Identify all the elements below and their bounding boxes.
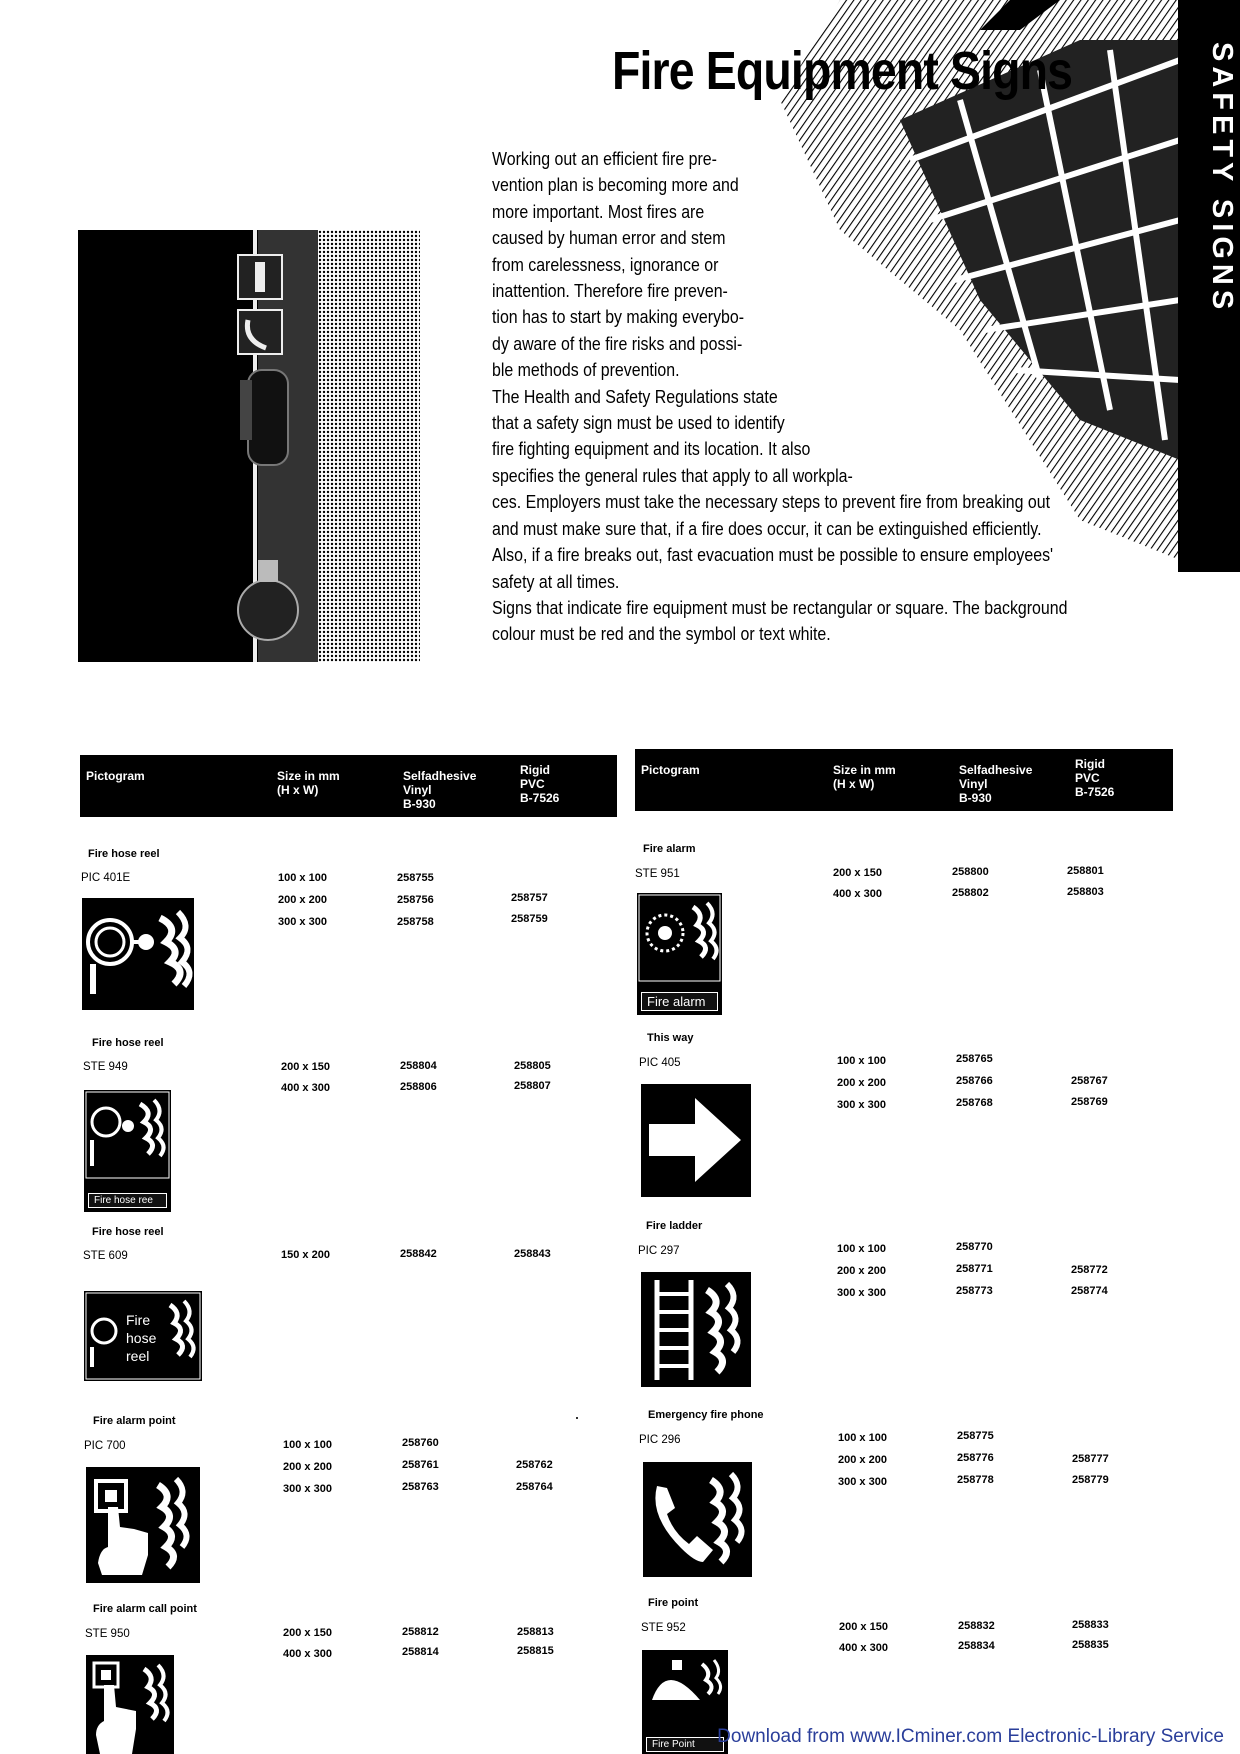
- fire-alarm-sign: [637, 893, 722, 1015]
- col-vinyl: Selfadhesive Vinyl B-930: [403, 769, 477, 811]
- size-cell: 100 x 100: [837, 1243, 886, 1255]
- pvc-cell: 258803: [1067, 886, 1104, 898]
- intro-line: tion has to start by making everybo-: [492, 306, 745, 328]
- size-cell: 200 x 200: [283, 1461, 332, 1473]
- col-pvc: Rigid PVC B-7526: [520, 763, 560, 805]
- pvc-cell: 258762: [516, 1459, 553, 1471]
- item-code: STE 949: [83, 1061, 128, 1073]
- col-pictogram: Pictogram: [641, 763, 700, 777]
- item-title: Emergency fire phone: [648, 1409, 764, 1421]
- vinyl-cell: 258834: [958, 1640, 995, 1652]
- item-title: Fire hose reel: [92, 1037, 164, 1049]
- size-cell: 100 x 100: [838, 1432, 887, 1444]
- vinyl-cell: 258814: [402, 1646, 439, 1658]
- size-cell: 200 x 150: [839, 1621, 888, 1633]
- pvc-cell: 258813: [517, 1626, 554, 1638]
- sign-caption: Fire hose reel: [126, 1312, 157, 1364]
- intro-line: Working out an efficient fire pre-: [492, 148, 717, 169]
- left-table-header: [80, 755, 617, 817]
- intro-line: safety at all times.: [492, 570, 620, 592]
- pvc-cell: 258833: [1072, 1619, 1109, 1631]
- vinyl-cell: 258802: [952, 887, 989, 899]
- item-title: Fire hose reel: [88, 848, 160, 860]
- item-title: Fire alarm: [643, 843, 696, 855]
- fire-hose-reel-sign: [84, 1291, 202, 1381]
- size-cell: 100 x 100: [278, 872, 327, 884]
- speck: [576, 1417, 578, 1419]
- item-title: Fire hose reel: [92, 1226, 164, 1238]
- vinyl-cell: 258773: [956, 1285, 993, 1297]
- this-way-sign: [641, 1084, 751, 1197]
- size-cell: 200 x 150: [833, 867, 882, 879]
- emergency-fire-phone-sign: [643, 1462, 752, 1577]
- intro-line: colour must be red and the symbol or text white.: [492, 623, 831, 645]
- size-cell: 100 x 100: [283, 1439, 332, 1451]
- pvc-cell: 258777: [1072, 1453, 1109, 1465]
- fire-alarm-call-point-sign: [86, 1655, 174, 1754]
- page-title: Fire Equipment Signs: [612, 41, 1073, 101]
- pvc-cell: 258801: [1067, 865, 1104, 877]
- alarm-point-icon: [86, 1655, 174, 1754]
- pvc-cell: 258805: [514, 1060, 551, 1072]
- intro-line: dy aware of the fire risks and possi-: [492, 332, 743, 354]
- size-cell: 200 x 200: [837, 1077, 886, 1089]
- vinyl-cell: 258766: [956, 1075, 993, 1087]
- sign-caption: Fire alarm: [641, 992, 718, 1011]
- size-cell: 100 x 100: [837, 1055, 886, 1067]
- intro-line: vention plan is becoming more and: [492, 174, 739, 196]
- size-cell: 300 x 300: [838, 1476, 887, 1488]
- fire-ladder-sign: [641, 1272, 751, 1387]
- vinyl-cell: 258755: [397, 872, 434, 884]
- alarm-bell-icon: [637, 893, 722, 983]
- vinyl-cell: 258812: [402, 1626, 439, 1638]
- pvc-cell: 258779: [1072, 1474, 1109, 1486]
- intro-line: ces. Employers must take the necessary steps to prevent fire from breaking out: [492, 491, 1050, 513]
- arrow-right-icon: [641, 1084, 751, 1197]
- intro-line: The Health and Safety Regulations state: [492, 385, 778, 407]
- pvc-cell: 258843: [514, 1248, 551, 1260]
- item-code: STE 951: [635, 868, 680, 880]
- item-code: STE 950: [85, 1628, 130, 1640]
- col-pvc: Rigid PVC B-7526: [1075, 757, 1115, 799]
- intro-line: fire fighting equipment and its location. It also: [492, 438, 811, 460]
- fire-point-icon: [642, 1650, 728, 1730]
- vinyl-cell: 258765: [956, 1053, 993, 1065]
- item-code: PIC 296: [639, 1434, 681, 1446]
- vinyl-cell: 258832: [958, 1620, 995, 1632]
- size-cell: 200 x 150: [281, 1061, 330, 1073]
- vinyl-cell: 258768: [956, 1097, 993, 1109]
- item-title: This way: [647, 1032, 694, 1044]
- size-cell: 300 x 300: [837, 1287, 886, 1299]
- intro-line: ble methods of prevention.: [492, 359, 680, 381]
- pvc-cell: 258772: [1071, 1264, 1108, 1276]
- size-cell: 400 x 300: [833, 888, 882, 900]
- phone-icon: [643, 1462, 752, 1577]
- size-cell: 400 x 300: [839, 1642, 888, 1654]
- intro-line: from carelessness, ignorance or: [492, 253, 719, 275]
- sign-caption: Fire hose ree: [88, 1193, 167, 1208]
- vinyl-cell: 258770: [956, 1241, 993, 1253]
- item-code: STE 952: [641, 1622, 686, 1634]
- vinyl-cell: 258775: [957, 1430, 994, 1442]
- intro-line: Also, if a fire breaks out, fast evacuation must be possible to ensure employees': [492, 544, 1054, 566]
- pvc-cell: 258769: [1071, 1096, 1108, 1108]
- size-cell: 300 x 300: [278, 916, 327, 928]
- item-code: PIC 297: [638, 1245, 680, 1257]
- fire-point-sign: [642, 1650, 728, 1754]
- side-label: SAFETY SIGNS: [1206, 41, 1238, 315]
- item-code: PIC 405: [639, 1057, 681, 1069]
- size-cell: 150 x 200: [281, 1249, 330, 1261]
- intro-paragraph: [492, 146, 1067, 648]
- vinyl-cell: 258763: [402, 1481, 439, 1493]
- item-code: PIC 401E: [81, 872, 131, 884]
- col-pictogram: Pictogram: [86, 769, 145, 783]
- hose-reel-icon: [84, 1090, 171, 1180]
- vinyl-cell: 258758: [397, 916, 434, 928]
- extinguisher-photo: [78, 230, 420, 662]
- col-size: Size in mm (H x W): [277, 769, 340, 797]
- pvc-cell: 258835: [1072, 1639, 1109, 1651]
- pvc-cell: 258764: [516, 1481, 553, 1493]
- right-table-header: [635, 749, 1173, 811]
- intro-line: specifies the general rules that apply to all workpla-: [492, 464, 853, 486]
- vinyl-cell: 258806: [400, 1081, 437, 1093]
- pvc-cell: 258757: [511, 892, 548, 904]
- size-cell: 300 x 300: [283, 1483, 332, 1495]
- pvc-cell: 258815: [517, 1645, 554, 1657]
- item-code: PIC 700: [84, 1440, 126, 1452]
- pvc-cell: 258807: [514, 1080, 551, 1092]
- size-cell: 200 x 150: [283, 1627, 332, 1639]
- vinyl-cell: 258842: [400, 1248, 437, 1260]
- item-title: Fire ladder: [646, 1220, 703, 1232]
- alarm-point-icon: [86, 1467, 200, 1583]
- pvc-cell: 258774: [1071, 1285, 1108, 1297]
- item-title: Fire point: [648, 1597, 699, 1609]
- download-footer-link[interactable]: Download from www.ICminer.com Electronic-Library Service: [717, 1726, 1224, 1747]
- vinyl-cell: 258761: [402, 1459, 439, 1471]
- fire-alarm-point-sign: [86, 1467, 200, 1583]
- vinyl-cell: 258771: [956, 1263, 993, 1275]
- hose-reel-icon: [82, 898, 194, 1010]
- item-title: Fire alarm point: [93, 1415, 176, 1427]
- intro-line: Signs that indicate fire equipment must be rectangular or square. The background: [492, 596, 1068, 618]
- size-cell: 300 x 300: [837, 1099, 886, 1111]
- intro-line: and must make sure that, if a fire does occur, it can be extinguished efficiently.: [492, 517, 1042, 539]
- ladder-icon: [641, 1272, 751, 1387]
- item-code: STE 609: [83, 1250, 128, 1262]
- vinyl-cell: 258760: [402, 1437, 439, 1449]
- vinyl-cell: 258756: [397, 894, 434, 906]
- pvc-cell: 258767: [1071, 1075, 1108, 1087]
- intro-line: more important. Most fires are: [492, 200, 705, 222]
- size-cell: 400 x 300: [281, 1082, 330, 1094]
- size-cell: 200 x 200: [837, 1265, 886, 1277]
- vinyl-cell: 258776: [957, 1452, 994, 1464]
- item-title: Fire alarm call point: [93, 1603, 197, 1615]
- col-vinyl: Selfadhesive Vinyl B-930: [959, 763, 1033, 805]
- vinyl-cell: 258778: [957, 1474, 994, 1486]
- size-cell: 400 x 300: [283, 1648, 332, 1660]
- sign-caption: Fire Point: [646, 1737, 724, 1752]
- intro-line: inattention. Therefore fire preven-: [492, 280, 728, 302]
- size-cell: 200 x 200: [838, 1454, 887, 1466]
- vinyl-cell: 258800: [952, 866, 989, 878]
- col-size: Size in mm (H x W): [833, 763, 896, 791]
- fire-hose-reel-sign: [82, 898, 194, 1010]
- size-cell: 200 x 200: [278, 894, 327, 906]
- intro-line: that a safety sign must be used to identify: [492, 412, 785, 434]
- intro-line: caused by human error and stem: [492, 227, 726, 249]
- vinyl-cell: 258804: [400, 1060, 437, 1072]
- fire-hose-reel-sign: [84, 1090, 171, 1212]
- pvc-cell: 258759: [511, 913, 548, 925]
